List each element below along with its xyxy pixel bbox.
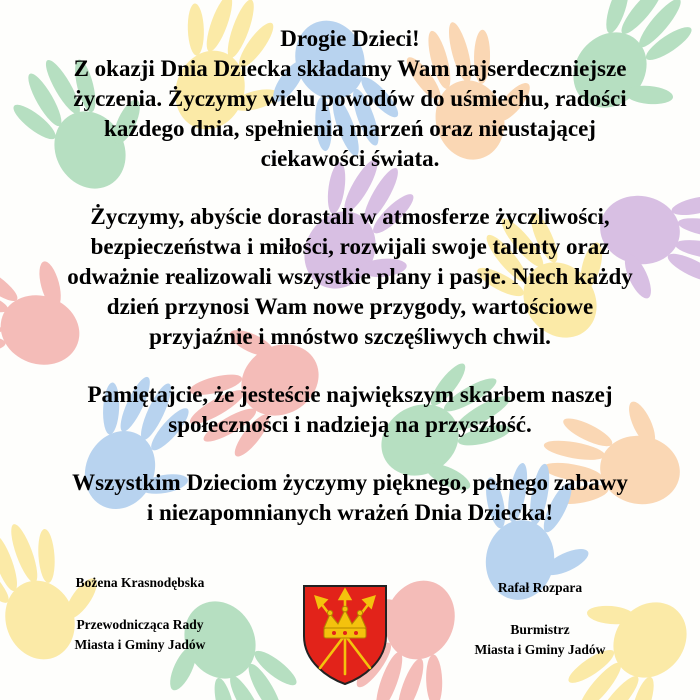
p1-line-3: każdego dnia, spełnienia marzeń oraz nieustającej bbox=[104, 116, 596, 141]
p4-line-1: Wszystkim Dzieciom życzymy pięknego, pełnego zabawy bbox=[72, 470, 628, 495]
p2-line-1: Życzymy, abyście dorastali w atmosferze życzliwości, bbox=[90, 204, 610, 229]
paragraph-4 bbox=[20, 468, 680, 528]
p1-line-4: ciekawości świata. bbox=[260, 146, 440, 171]
signature-right-name: Rafał Rozpara bbox=[497, 580, 583, 595]
p4-line-2: i niezapomnianych wrażeń Dnia Dziecka! bbox=[146, 500, 554, 525]
greeting: Drogie Dzieci! bbox=[280, 26, 420, 51]
p2-line-5: przyjaźnie i mnóstwo szczęśliwych chwil. bbox=[149, 324, 551, 349]
p1-line-1: Z okazji Dnia Dziecka składamy Wam najserdeczniejsze bbox=[73, 56, 627, 81]
signature-right-role-1: Burmistrz bbox=[510, 622, 570, 637]
signature-left bbox=[40, 573, 240, 655]
paragraph-2 bbox=[20, 202, 680, 352]
letter-body bbox=[0, 24, 700, 556]
signature-right-role-2: Miasta i Gminy Jadów bbox=[474, 642, 606, 657]
signature-left-name: Bożena Krasnodębska bbox=[75, 575, 205, 590]
p1-line-2: życzenia. Życzymy wielu powodów do uśmiechu, radości bbox=[73, 86, 627, 111]
signature-left-role-1: Przewodnicząca Rady bbox=[76, 617, 204, 632]
p3-line-1: Pamiętajcie, że jesteście największym skarbem naszej bbox=[87, 382, 613, 407]
p3-line-2: społeczności i nadzieją na przyszłość. bbox=[168, 412, 532, 437]
paragraph-1 bbox=[20, 24, 680, 174]
signature-right bbox=[440, 578, 640, 660]
p2-line-2: bezpieczeństwa i miłości, rozwijali swoje talenty oraz bbox=[90, 234, 610, 259]
paragraph-3 bbox=[20, 380, 680, 440]
p2-line-3: odważnie realizowali wszystkie plany i pasje. Niech każdy bbox=[67, 264, 633, 289]
signature-left-role-2: Miasta i Gminy Jadów bbox=[74, 637, 206, 652]
p2-line-4: dzień przynosi Wam nowe przygody, wartościowe bbox=[106, 294, 594, 319]
coat-of-arms-icon bbox=[302, 584, 388, 686]
